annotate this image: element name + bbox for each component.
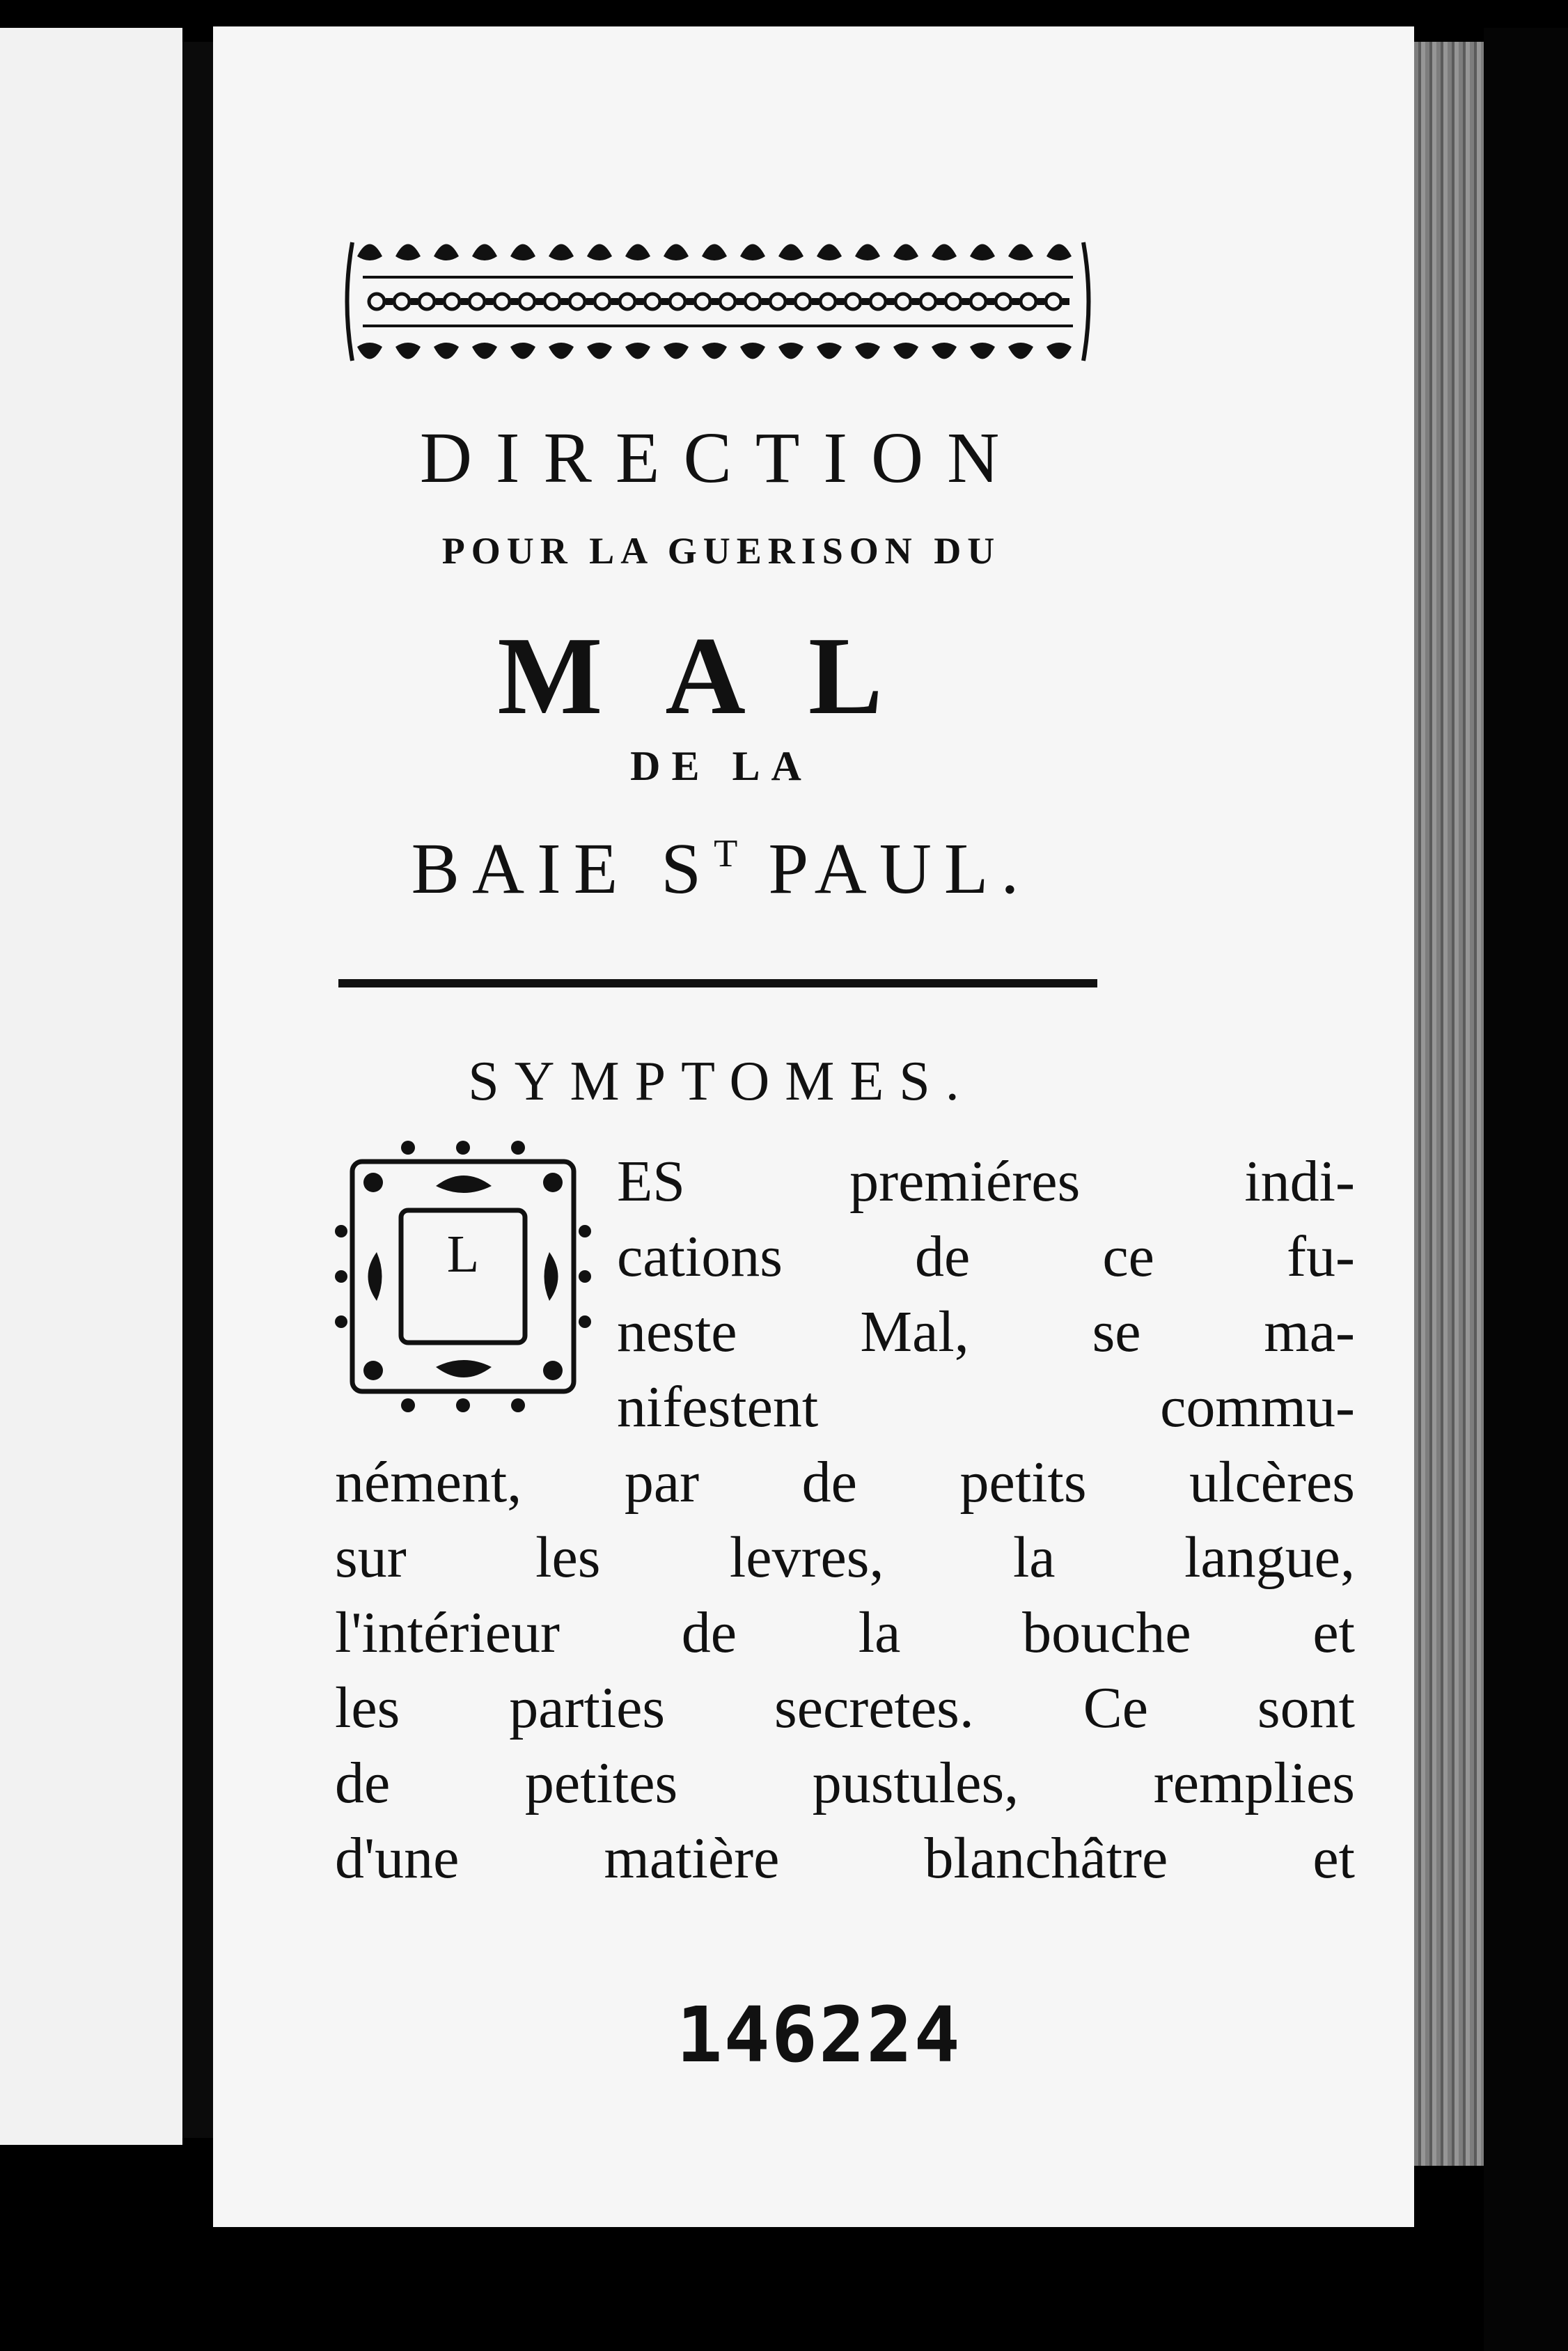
body-line [335, 1825, 1355, 1892]
title-direction: DIRECTION [419, 418, 1024, 498]
word: pustules, [812, 1751, 1019, 1815]
word: petits [959, 1450, 1087, 1515]
word: Mal, [860, 1299, 969, 1364]
word: de [335, 1751, 391, 1815]
word: secretes. [774, 1676, 974, 1740]
title-mal: MAL [497, 614, 946, 737]
word: nifestent [617, 1375, 819, 1439]
body-line [617, 1223, 1355, 1290]
headpiece-ornament [338, 228, 1097, 375]
word: nément, [335, 1450, 522, 1515]
word: remplies [1153, 1751, 1355, 1815]
word: bouche [1022, 1600, 1191, 1665]
word: la [1012, 1525, 1056, 1590]
word: langue, [1184, 1525, 1355, 1590]
word: indi- [1244, 1149, 1355, 1214]
drop-cap-letter: L [446, 1225, 480, 1283]
title-paul-text: PAUL. [737, 829, 1032, 909]
background-edge [1484, 28, 1568, 2351]
word: premiéres [849, 1149, 1081, 1214]
title-de-la: DE LA [630, 743, 813, 789]
body-line [617, 1373, 1355, 1441]
word: de [801, 1450, 857, 1515]
body-line [617, 1298, 1355, 1366]
body-line [335, 1448, 1355, 1516]
word: ES [617, 1149, 686, 1214]
word: parties [509, 1676, 666, 1740]
word: et [1312, 1826, 1355, 1891]
body-line [335, 1674, 1355, 1742]
word: les [335, 1676, 400, 1740]
word: neste [617, 1299, 737, 1364]
word: Ce [1083, 1676, 1149, 1740]
section-heading: SYMPTOMES. [468, 1051, 975, 1112]
facing-page [0, 28, 182, 2145]
ornamental-drop-cap [331, 1134, 595, 1419]
word: de [681, 1600, 737, 1665]
title-st-superscript: T [714, 832, 738, 875]
book-page [213, 26, 1414, 2227]
word: la [858, 1600, 901, 1665]
word: d'une [335, 1826, 460, 1891]
page-edges [1414, 42, 1484, 2166]
word: ulcères [1189, 1450, 1355, 1515]
title-baie-text: BAIE S [411, 829, 714, 909]
word: commu- [1160, 1375, 1355, 1439]
word: les [535, 1525, 601, 1590]
word: sont [1257, 1676, 1355, 1740]
word: matière [604, 1826, 780, 1891]
body-line [335, 1599, 1355, 1666]
title-pour-la-guerison: POUR LA GUERISON DU [441, 530, 1001, 572]
word: sur [335, 1525, 407, 1590]
body-line [335, 1524, 1355, 1591]
word: blanchâtre [924, 1826, 1168, 1891]
catalog-stamp-number: 146224 [676, 1990, 962, 2079]
body-line [335, 1749, 1355, 1817]
body-line [617, 1148, 1355, 1215]
word: petites [524, 1751, 678, 1815]
word: l'intérieur [335, 1600, 560, 1665]
word: de [915, 1224, 971, 1289]
word: levres, [729, 1525, 884, 1590]
word: ma- [1264, 1299, 1355, 1364]
word: cations [617, 1224, 783, 1289]
horizontal-rule [338, 979, 1097, 987]
word: se [1092, 1299, 1141, 1364]
book-gutter [182, 42, 213, 2138]
word: fu- [1287, 1224, 1355, 1289]
title-baie-st-paul [311, 827, 1132, 910]
word: et [1312, 1600, 1355, 1665]
word: par [624, 1450, 700, 1515]
word: ce [1102, 1224, 1154, 1289]
